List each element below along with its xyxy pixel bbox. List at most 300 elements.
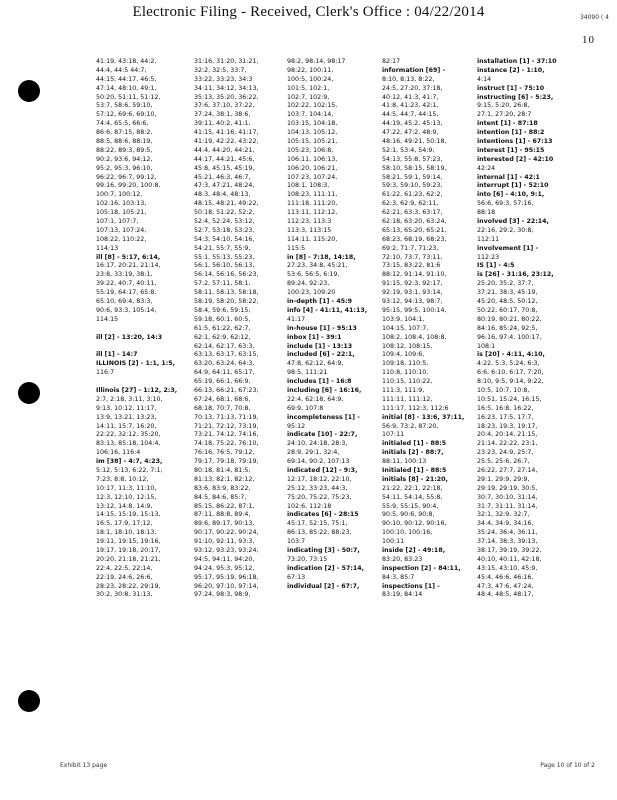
index-entry-refs: 71:21, 72:12, 73:19, bbox=[194, 422, 259, 430]
index-entry-term: intentions [1] - 67:13 bbox=[477, 138, 553, 146]
index-entry-refs: 95:15, 99:5, 100:14, bbox=[382, 306, 447, 314]
index-entry-refs: 44:15, 44:17, 46:5, bbox=[96, 75, 157, 83]
index-column-2 bbox=[194, 58, 292, 600]
index-entry-term: incompleteness [1] - bbox=[287, 413, 360, 421]
index-entry-refs: 34:4, 34:9, 34:16, bbox=[477, 520, 534, 528]
index-entry-refs: 103:15, 104:18, bbox=[287, 120, 338, 128]
index-entry-refs: 45:4, 46:6, 46:16, bbox=[477, 573, 534, 581]
index-entry-refs: 56:14, 56:16, 56:23, bbox=[194, 271, 259, 279]
index-entry-refs: 28:9, 29:1, 32:4, bbox=[287, 449, 340, 457]
index-entry-term: interrupt [1] - 52:10 bbox=[477, 182, 549, 190]
index-entry-refs: 22:4, 22:5, 22:14, bbox=[96, 564, 153, 572]
index-entry-refs: 58:19, 58:20, 58:22, bbox=[194, 298, 259, 306]
index-entry-refs: 22:22, 32:12, 35:20, bbox=[96, 431, 161, 439]
index-entry-refs: 86:13, 85:22, 88:23, bbox=[287, 529, 352, 537]
index-entry-term: indicated [12] - 9:3, bbox=[287, 466, 358, 474]
index-entry-refs: 96:22, 96:7, 99:12, bbox=[96, 173, 157, 181]
index-entry-refs: 69:9, 107:8 bbox=[287, 404, 324, 412]
index-column-3 bbox=[287, 58, 385, 591]
index-entry-refs: 44:4, 44:20, 44:21, bbox=[194, 146, 255, 154]
index-entry-refs: 105:18, 105:21, bbox=[96, 209, 147, 217]
index-entry-refs: 113:11, 112:12, bbox=[287, 209, 338, 217]
binder-hole bbox=[18, 690, 40, 712]
index-entry-refs: 61:5, 61:22, 62:7, bbox=[194, 324, 251, 332]
index-entry-refs: 83:6, 83:9, 83:22, bbox=[194, 484, 251, 492]
index-column-5 bbox=[477, 58, 575, 600]
index-entry-refs: 104:13, 105:12, bbox=[287, 129, 338, 137]
index-entry-refs: 90:10, 90:12, 90:16, bbox=[382, 520, 447, 528]
index-entry-refs: 45:20, 48:5, 50:12, bbox=[477, 298, 538, 306]
index-entry-refs: 27:23, 34:8, 45:21, bbox=[287, 262, 348, 270]
index-entry-refs: 74:4, 65:5, 66:6, bbox=[96, 120, 149, 128]
index-entry-refs: 52:4, 52:24, 53:12, bbox=[194, 218, 255, 226]
index-entry-refs: 89:24, 92:23, bbox=[287, 280, 330, 288]
index-entry-refs: 58:11, 58:13, 58:18, bbox=[194, 289, 259, 297]
index-entry-refs: 106:20, 106:21, bbox=[287, 164, 338, 172]
index-entry-term: involved [3] - 22:14, bbox=[477, 218, 549, 226]
index-entry-refs: 58:4, 59:6, 59:15, bbox=[194, 306, 251, 314]
index-entry-refs: 84:5, 84:6, 85:7, bbox=[194, 493, 247, 501]
index-entry-refs: 98:2, 98:14, 98:17 bbox=[287, 58, 346, 65]
index-entry-refs: 73:21, 74:12, 74:16, bbox=[194, 431, 259, 439]
index-entry-refs: 90:5, 90:6, 90:8, bbox=[382, 511, 435, 519]
index-entry-refs: 96:16, 97:4, 100:17, bbox=[477, 333, 542, 341]
index-entry-refs: 90:17, 90:22, 90:24, bbox=[194, 529, 259, 537]
index-entry-refs: 19:17, 19:18, 20:17, bbox=[96, 546, 161, 554]
index-entry-refs: 69:2, 71:7, 71:23, bbox=[382, 244, 439, 252]
index-entry-refs: 22:19, 24:6, 26:6, bbox=[96, 573, 153, 581]
index-entry-refs: 52:1, 53:4, 54:9, bbox=[382, 146, 435, 154]
index-entry-refs: 108:2, 108:4, 108:8, bbox=[382, 333, 447, 341]
index-entry-refs: 111:17, 112:3, 112:6 bbox=[382, 404, 449, 412]
index-entry-refs: 47:14, 48:10, 49:1, bbox=[96, 84, 157, 92]
index-entry-refs: 31:7, 31:11, 31:14, bbox=[477, 502, 538, 510]
index-entry-refs: 88:22, 89:3, 89:5, bbox=[96, 146, 153, 154]
index-entry-refs: 106:16, 116:4 bbox=[96, 449, 141, 457]
index-entry-refs: 50:22, 60:17, 70:8, bbox=[477, 306, 538, 314]
index-entry-refs: 68:23, 68:19, 68:23, bbox=[382, 235, 447, 243]
index-entry-refs: 107:11 bbox=[382, 431, 405, 439]
index-entry-refs: 37:21, 38:3, 45:19, bbox=[477, 289, 538, 297]
index-entry-refs: 40:10, 40:11, 42:18, bbox=[477, 555, 542, 563]
index-entry-term: interested [2] - 42:10 bbox=[477, 155, 554, 163]
index-entry-refs: 96:20, 97:10, 97:14, bbox=[194, 582, 259, 590]
index-entry-refs: 99:16, 99:20, 100:8, bbox=[96, 182, 161, 190]
index-entry-refs: 50:20, 51:11, 51:12, bbox=[96, 93, 161, 101]
index-entry-refs: 62:14, 62:17, 63:3, bbox=[194, 342, 255, 350]
index-entry-term: inspection [2] - 84:11, bbox=[382, 564, 461, 572]
index-entry-refs: 85:15, 86:22, 87:1, bbox=[194, 502, 255, 510]
index-entry-refs: 56:1, 56:10, 56:13, bbox=[194, 262, 255, 270]
index-entry-refs: 12:17, 18:12, 22:10, bbox=[287, 475, 352, 483]
index-entry-refs: 7:23, 8:8, 10:12, bbox=[96, 475, 149, 483]
index-entry-refs: 44:19, 45:2, 45:13, bbox=[382, 120, 443, 128]
index-entry-refs: 100:5, 100:24, bbox=[287, 75, 334, 83]
index-entry-refs: 34:11, 34:12, 34:13, bbox=[194, 84, 259, 92]
index-entry-refs: 48:4, 48:5, 48:17, bbox=[477, 591, 534, 599]
index-entry-refs: 58:10, 58:15, 58:19, bbox=[382, 164, 447, 172]
index-entry-refs: 41:19, 42:22, 43:22, bbox=[194, 138, 259, 146]
index-entry-refs: 100:11 bbox=[382, 538, 405, 546]
index-entry-refs: 90:6, 93:3, 105:14, bbox=[96, 306, 157, 314]
index-entry-refs: 88:18 bbox=[477, 209, 496, 217]
index-entry-refs: 13:9, 13:21, 13:23, bbox=[96, 413, 157, 421]
index-entry-refs bbox=[96, 343, 194, 352]
index-column-4 bbox=[382, 58, 480, 600]
footer-right: Page 10 of 10 of 2 bbox=[540, 762, 595, 769]
index-entry-refs: 108:12, 108:15, bbox=[382, 342, 433, 350]
document-id: 34090 ( 4 bbox=[579, 14, 609, 21]
index-entry-refs: 63:20, 63:24, 64:3, bbox=[194, 360, 255, 368]
index-entry-refs: 55:19, 64:17, 65:8, bbox=[96, 289, 157, 297]
index-entry-refs: 6:6, 6:10, 6:17, 7:20, bbox=[477, 369, 544, 377]
index-entry-refs: 67:13 bbox=[287, 573, 306, 581]
index-entry-refs bbox=[96, 378, 194, 387]
index-entry-refs: 42:24 bbox=[477, 164, 496, 172]
index-entry-refs: 10:5, 10:7, 10:8, bbox=[477, 386, 530, 394]
index-entry-refs: 91:10, 92:11, 93:3, bbox=[194, 538, 255, 546]
index-entry-refs: 64:9, 64:11, 65:17, bbox=[194, 369, 255, 377]
index-entry-refs: 111:11, 111:12, bbox=[382, 395, 433, 403]
index-entry-refs: 67:24, 68:1, 68:6, bbox=[194, 395, 251, 403]
index-entry-refs: 88:12, 91:14, 91:10, bbox=[382, 271, 447, 279]
index-entry-refs: 47:3, 47:6, 47:24, bbox=[477, 582, 534, 590]
index-entry-refs: 47:8, 62:12, 64:9, bbox=[287, 360, 344, 368]
index-entry-term: information [69] - bbox=[382, 66, 446, 74]
index-entry-refs: 32:2, 32:5, 33:7, bbox=[194, 66, 247, 74]
index-entry-refs: 35:13, 35:20, 36:22, bbox=[194, 93, 259, 101]
index-entry-refs: 114:15 bbox=[96, 315, 119, 323]
index-entry-refs: 65:13, 65:20, 65:21, bbox=[382, 226, 447, 234]
index-entry-refs: 103:7 bbox=[287, 538, 306, 546]
index-entry-term: included [6] - 22:1, bbox=[287, 351, 355, 359]
index-entry-refs: 111:18, 111:20, bbox=[287, 200, 338, 208]
index-entry-refs: 102:7, 102:9, bbox=[287, 93, 330, 101]
index-entry-refs: 93:12, 94:13, 98:7, bbox=[382, 298, 443, 306]
index-column-1 bbox=[96, 58, 194, 600]
index-entry-refs: 18:23, 19:3, 19:17, bbox=[477, 422, 538, 430]
index-entry-refs: 87:11, 88:8, 89:4, bbox=[194, 511, 251, 519]
index-entry-refs: 86:6, 87:15, 88:2, bbox=[96, 129, 153, 137]
index-entry-refs: 98:22, 100:11, bbox=[287, 66, 334, 74]
index-entry-refs: 41:8, 41:23, 42:1, bbox=[382, 102, 439, 110]
index-entry-term: ill [8] - 5:17, 6:14, bbox=[96, 253, 161, 261]
index-entry-refs: 113:3, 113:15 bbox=[287, 226, 332, 234]
index-entry-refs: 52:7, 53:18, 53:23, bbox=[194, 226, 255, 234]
index-entry-refs: 65:19, 66:1, 66:9, bbox=[194, 378, 251, 386]
index-entry-term: info [4] - 41:11, 41:13, bbox=[287, 306, 368, 314]
index-entry-refs: 56:6, 69:3, 57:16, bbox=[477, 200, 534, 208]
index-entry-refs: 95:12 bbox=[287, 422, 306, 430]
index-entry-refs: 112:23 bbox=[477, 253, 500, 261]
index-entry-term: installation [1] - 37:10 bbox=[477, 58, 557, 65]
index-entry-term: individual [2] - 67:7, bbox=[287, 582, 360, 590]
index-entry-refs: 72:10, 73:7, 73:11, bbox=[382, 253, 443, 261]
index-entry-refs: 110:8, 110:10, bbox=[382, 369, 429, 377]
index-entry-refs: 56:9, 73:2, 87:20, bbox=[382, 422, 439, 430]
index-entry-refs: 109:18, 110:5, bbox=[382, 360, 429, 368]
index-entry-refs: 95:17, 95:19, 96:18, bbox=[194, 573, 259, 581]
index-entry-refs: 107:13, 107:24, bbox=[96, 226, 147, 234]
index-entry-refs: 32:1, 32:9, 32:7, bbox=[477, 511, 530, 519]
index-entry-refs: 24:5, 27:20, 37:18, bbox=[382, 84, 443, 92]
index-entry-term: initials [8] - 21:20, bbox=[382, 475, 448, 483]
index-entry-refs: 103:7, 104:14, bbox=[287, 111, 334, 119]
index-entry-refs: 97:24, 98:3, 98:9, bbox=[194, 591, 251, 599]
index-entry-refs: 80:19, 80:21, 80:22, bbox=[477, 315, 542, 323]
index-entry-refs: 84:16, 85:24, 92:5, bbox=[477, 324, 538, 332]
index-entry-term: indicate [10] - 22:7, bbox=[287, 431, 358, 439]
index-entry-term: Illinois [27] - 1:12, 2:3, bbox=[96, 386, 178, 394]
index-entry-refs: 55:9, 55:15, 90:4, bbox=[382, 502, 439, 510]
index-entry-refs: 69:14, 90:2, 107:13 bbox=[287, 458, 350, 466]
index-entry-term: including [6] - 16:16, bbox=[287, 386, 362, 394]
index-entry-refs: 55:1, 55:13, 55:23, bbox=[194, 253, 255, 261]
index-entry-term: inspections [1] - bbox=[382, 582, 440, 590]
index-entry-refs: 108:1 bbox=[477, 342, 496, 350]
index-entry-refs: 61:22, 61:23, 62:2, bbox=[382, 191, 443, 199]
index-entry-refs: 73:20, 73:15 bbox=[287, 555, 328, 563]
index-entry-refs: 105:23, 106:8, bbox=[287, 146, 334, 154]
index-entry-term: indicates [6] - 28:15 bbox=[287, 511, 359, 519]
index-entry-refs: 48:3, 48:4, 48:13, bbox=[194, 191, 251, 199]
index-entry-refs: 37:6, 37:10, 37:22, bbox=[194, 102, 255, 110]
index-entry-refs: 26:22, 27:7, 27:14, bbox=[477, 466, 538, 474]
index-entry-refs: 57:12, 69:6, 69:10, bbox=[96, 111, 157, 119]
index-entry-refs: 110:15, 110:22, bbox=[382, 378, 433, 386]
index-entry-refs: 53:7, 58:6, 59:10, bbox=[96, 102, 153, 110]
binder-hole bbox=[18, 80, 40, 102]
index-entry-term: initialed [1] - 88:5 bbox=[382, 440, 447, 448]
index-entry-term: initials [2] - 88:7, bbox=[382, 449, 444, 457]
index-entry-refs: 21:22, 22:1, 22:18, bbox=[382, 484, 443, 492]
index-entry-refs: 28:23, 28:22, 29:19, bbox=[96, 582, 161, 590]
index-entry-refs: 109:4, 109:6, bbox=[382, 351, 425, 359]
index-entry-refs: 16:17, 20:21, 21:14, bbox=[96, 262, 161, 270]
index-entry-term: ill [2] - 13:20, 14:3 bbox=[96, 333, 163, 341]
index-entry-term: is [26] - 31:16, 23:12, bbox=[477, 271, 554, 279]
index-entry-refs: 29:19, 29:19, 30:5, bbox=[477, 484, 538, 492]
index-entry-refs: 48:16, 49:21, 50:18, bbox=[382, 138, 447, 146]
index-entry-refs: 16:5, 17:9, 17:12, bbox=[96, 520, 153, 528]
index-entry-refs: 41:19, 43:18, 44:2, bbox=[96, 58, 157, 65]
index-entry-refs: 44:5, 44:7, 44:15, bbox=[382, 111, 439, 119]
index-entry-refs: 14:11, 15:7, 16:20, bbox=[96, 422, 157, 430]
index-entry-refs: 101:5, 102:1, bbox=[287, 84, 330, 92]
index-entry-refs: 108:23, 111:11, bbox=[287, 191, 338, 199]
index-entry-refs: 20:4, 20:14, 21:15, bbox=[477, 431, 538, 439]
index-entry-term: interest [1] - 95:15 bbox=[477, 146, 545, 154]
index-entry-refs: 19:11, 19:15, 19:16, bbox=[96, 538, 161, 546]
index-entry-refs: 8:10, 8:13, 8:22, bbox=[382, 75, 435, 83]
index-entry-term: in-house [1] - 95:13 bbox=[287, 324, 357, 332]
index-entry-term: inbox [1] - 39:1 bbox=[287, 333, 342, 341]
index-entry-refs: 83:20, 83:23 bbox=[382, 555, 423, 563]
index-entry-refs: 111:3, 111:9, bbox=[382, 386, 425, 394]
index-entry-refs: 20:20, 21:18, 21:21, bbox=[96, 555, 161, 563]
index-entry-refs: 81:13, 82:1, 82:12, bbox=[194, 475, 255, 483]
index-entry-refs: 37:14, 38:3, 39:13, bbox=[477, 538, 538, 546]
index-entry-refs: 73:15, 83:22, 81:6 bbox=[382, 262, 441, 270]
index-entry-refs: 9:15, 5:20, 26:8, bbox=[477, 102, 530, 110]
index-entry-refs: 5:12, 5:13, 6:22, 7:1, bbox=[96, 466, 163, 474]
index-entry-term: IS [1] - 4:5 bbox=[477, 262, 515, 270]
index-entry-refs: 75:20, 75:22, 75:23, bbox=[287, 493, 352, 501]
index-entry-refs: 62:21, 63:3, 63:17, bbox=[382, 209, 443, 217]
index-entry-term: include [1] - 13:13 bbox=[287, 342, 353, 350]
index-entry-refs: 94:24, 95:3, 95:12, bbox=[194, 564, 255, 572]
index-entry-refs: 22:16, 29:2, 30:8, bbox=[477, 226, 534, 234]
index-entry-refs: 24:10, 24:18, 28:3, bbox=[287, 440, 348, 448]
index-entry-term: instance [2] - 1:10, bbox=[477, 66, 545, 74]
index-entry-refs: 62:1, 62:9, 62:12, bbox=[194, 333, 251, 341]
index-entry-refs: 82:17 bbox=[382, 58, 401, 65]
index-entry-term: Initialed [1] - 88:5 bbox=[382, 466, 447, 474]
index-entry-refs: 102:16, 103:13, bbox=[96, 200, 147, 208]
index-entry-refs: 2:7, 2:18, 3:11, 3:10, bbox=[96, 395, 163, 403]
index-entry-refs: 80:18, 81:4, 81:5, bbox=[194, 466, 251, 474]
index-entry-refs: 41:15, 41:16, 41:17, bbox=[194, 129, 259, 137]
index-entry-refs: 83:19, 84:14 bbox=[382, 591, 423, 599]
index-entry-refs: 10:17, 11:3, 11:10, bbox=[96, 484, 157, 492]
index-entry-refs: 108:1, 108:3, bbox=[287, 182, 330, 190]
index-entry-refs: 30:7, 30:10, 31:14, bbox=[477, 493, 538, 501]
index-entry-refs: 47:3, 47:21, 48:24, bbox=[194, 182, 255, 190]
index-entry-refs: 45:8, 45:15, 45:19, bbox=[194, 164, 255, 172]
index-entry-term: internal [1] - 42:1 bbox=[477, 173, 540, 181]
index-entry-refs: 44:4, 44:5 44:7, bbox=[96, 66, 147, 74]
index-entry-refs: 41:17 bbox=[287, 315, 306, 323]
index-entry-refs: 114:11, 115:20, bbox=[287, 235, 338, 243]
index-entry-term: instruct [1] - 75:10 bbox=[477, 84, 545, 92]
index-entry-refs: 114:13 bbox=[96, 244, 119, 252]
index-entry-refs: 107:23, 107:24, bbox=[287, 173, 338, 181]
index-entry-refs: 112:11 bbox=[477, 235, 500, 243]
index-entry-refs: 18:1, 18:10, 18:13, bbox=[96, 529, 157, 537]
index-entry-refs: 79:17, 79:18, 79:19, bbox=[194, 458, 259, 466]
index-entry-refs: 74:18, 75:22, 76:10, bbox=[194, 440, 259, 448]
index-entry-refs: 45:21, 46:3, 46:7, bbox=[194, 173, 251, 181]
index-entry-refs: 33:22, 33:23, 34:3 bbox=[194, 75, 253, 83]
index-entry-refs: 95:2, 95:3, 96:10, bbox=[96, 164, 153, 172]
index-entry-refs: 23:8, 33:19, 38:1, bbox=[96, 271, 153, 279]
index-entry-refs: 38:17, 39:19, 39:22, bbox=[477, 546, 542, 554]
index-entry-refs: 48:15, 48:21, 49:22, bbox=[194, 200, 259, 208]
index-entry-term: involvement [1] - bbox=[477, 244, 539, 252]
index-entry-refs: 13:12, 14:8, 14:9, bbox=[96, 502, 153, 510]
index-entry-refs: 53:6, 56:5, 6:19, bbox=[287, 271, 340, 279]
index-entry-refs: 104:15, 107:7, bbox=[382, 324, 429, 332]
index-entry-term: in [8] - 7:18, 14:18, bbox=[287, 253, 356, 261]
index-entry-term: initial [8] - 13:6, 37:11, bbox=[382, 413, 465, 421]
index-entry-refs: 70:13, 71:13, 71:19, bbox=[194, 413, 259, 421]
index-entry-refs: 30:2, 30:8, 31:13, bbox=[96, 591, 153, 599]
index-entry-refs: 58:21, 59:1, 59:14, bbox=[382, 173, 443, 181]
index-entry-term: inside [2] - 49:18, bbox=[382, 546, 446, 554]
index-entry-term: indication [2] - 57:14, bbox=[287, 564, 365, 572]
page-number: 10 bbox=[582, 34, 595, 46]
index-entry-refs: 37:24, 38:1, 38:6, bbox=[194, 111, 251, 119]
index-entry-refs: 107:1, 107:7, bbox=[96, 218, 139, 226]
index-entry-refs: 83:13, 85:18, 104:4, bbox=[96, 440, 161, 448]
index-entry-refs: 103:9, 104:1, bbox=[382, 315, 425, 323]
index-entry-refs: 57:2, 57:11, 58:1, bbox=[194, 280, 251, 288]
index-entry-refs: 22:4, 62:18, 64:9, bbox=[287, 395, 344, 403]
index-entry-term: instructing [6] - 5:23, bbox=[477, 93, 554, 101]
index-entry-refs: 47:22, 47:2, 48:9, bbox=[382, 129, 439, 137]
index-entry-refs: 10:51, 15:24, 16:15, bbox=[477, 395, 542, 403]
index-entry-refs: 89:6, 89:17, 90:13, bbox=[194, 520, 255, 528]
index-entry-refs: 39:11, 40:2, 41:1, bbox=[194, 120, 251, 128]
index-entry-term: ILLINOIS [2] - 1:1, 1:5, bbox=[96, 360, 176, 368]
binder-hole bbox=[18, 382, 40, 404]
index-entry-refs: 100:10, 100:16, bbox=[382, 529, 433, 537]
index-entry-refs: 54:21, 55:7, 55:9, bbox=[194, 244, 251, 252]
index-entry-refs: 62:18, 63:20, 63:24, bbox=[382, 218, 447, 226]
index-entry-refs: 65:10, 69:4, 83:3, bbox=[96, 298, 153, 306]
index-entry-refs: 45:17, 52:15, 75:1, bbox=[287, 520, 348, 528]
index-entry-term: intention [1] - 88:2 bbox=[477, 129, 545, 137]
index-entry-term: includes [1] - 16:8 bbox=[287, 378, 352, 386]
index-entry-refs: 25:20, 35:2, 37:7, bbox=[477, 280, 534, 288]
index-entry-refs: 54:13, 55:8, 57:23, bbox=[382, 155, 443, 163]
index-entry-refs: 98:5, 111:21 bbox=[287, 369, 328, 377]
index-entry-refs: 50:18, 51:22, 52:2, bbox=[194, 209, 255, 217]
index-entry-refs: 112:23, 113:3 bbox=[287, 218, 332, 226]
index-entry-refs: 59:18, 60:1, 60:5, bbox=[194, 315, 251, 323]
index-entry-refs: 92:19, 93:1, 93:14, bbox=[382, 289, 443, 297]
index-entry-refs: 90:2, 93:6, 94:12, bbox=[96, 155, 153, 163]
index-entry-refs: 62:3, 62:9, 62:11, bbox=[382, 200, 439, 208]
index-entry-refs: 54:11, 54:14, 55:8, bbox=[382, 493, 443, 501]
index-entry-refs: 108:22, 110:22, bbox=[96, 235, 147, 243]
index-entry-refs bbox=[96, 325, 194, 334]
index-entry-refs: 31:16, 31:20, 31:21, bbox=[194, 58, 259, 65]
index-entry-refs: 23:23, 24:9, 25:7, bbox=[477, 449, 534, 457]
index-entry-term: im [38] - 4:7, 4:23, bbox=[96, 458, 163, 466]
index-entry-refs: 63:13, 63:17, 63:15, bbox=[194, 351, 259, 359]
index-entry-refs: 93:12, 93:23, 93:24, bbox=[194, 546, 259, 554]
index-entry-refs: 76:16, 76:5, 79:12, bbox=[194, 449, 255, 457]
index-entry-term: in-depth [1] - 45:9 bbox=[287, 298, 353, 306]
footer-left: Exhibit 13 page bbox=[60, 762, 108, 769]
index-entry-refs: 9:13, 10:12, 11:17, bbox=[96, 404, 157, 412]
index-entry-refs: 91:15, 92:3, 92:17, bbox=[382, 280, 443, 288]
index-entry-refs: 21:14, 22:22, 23:1, bbox=[477, 440, 538, 448]
index-entry-refs: 35:24, 36:4, 36:11, bbox=[477, 529, 538, 537]
index-entry-refs: 94:5, 94:11, 94:20, bbox=[194, 555, 255, 563]
index-entry-refs: 116:7 bbox=[96, 369, 115, 377]
index-entry-refs: 4:14 bbox=[477, 75, 492, 83]
index-entry-refs: 39:22, 40:7, 40:11, bbox=[96, 280, 157, 288]
index-entry-refs: 88:5, 88:6, 88:19, bbox=[96, 138, 153, 146]
index-entry-refs: 115:5 bbox=[287, 244, 306, 252]
index-entry-refs: 8:10, 9:5, 9:14, 9:22, bbox=[477, 378, 544, 386]
index-entry-refs: 100:7, 100:12, bbox=[96, 191, 143, 199]
index-entry-refs: 43:15, 43:10, 45:9, bbox=[477, 564, 538, 572]
index-entry-refs: 14:15, 15:19, 15:13, bbox=[96, 511, 161, 519]
index-entry-refs: 44:17, 44:21, 45:6, bbox=[194, 155, 255, 163]
index-entry-refs: 105:15, 105:21, bbox=[287, 138, 338, 146]
index-entry-refs: 106:11, 106:13, bbox=[287, 155, 338, 163]
index-entry-refs: 16:5, 16:8, 16:22, bbox=[477, 404, 534, 412]
index-entry-refs: 40:12, 41:3, 41:7, bbox=[382, 93, 439, 101]
index-entry-refs: 54:3, 54:10, 54:16, bbox=[194, 235, 255, 243]
index-entry-refs: 102:6, 112:18 bbox=[287, 502, 332, 510]
index-entry-refs: 88:11, 100:13 bbox=[382, 458, 427, 466]
index-entry-refs: 16:23, 17:5, 17:7, bbox=[477, 413, 534, 421]
index-entry-refs: 29:1, 29:9, 29:9, bbox=[477, 475, 530, 483]
